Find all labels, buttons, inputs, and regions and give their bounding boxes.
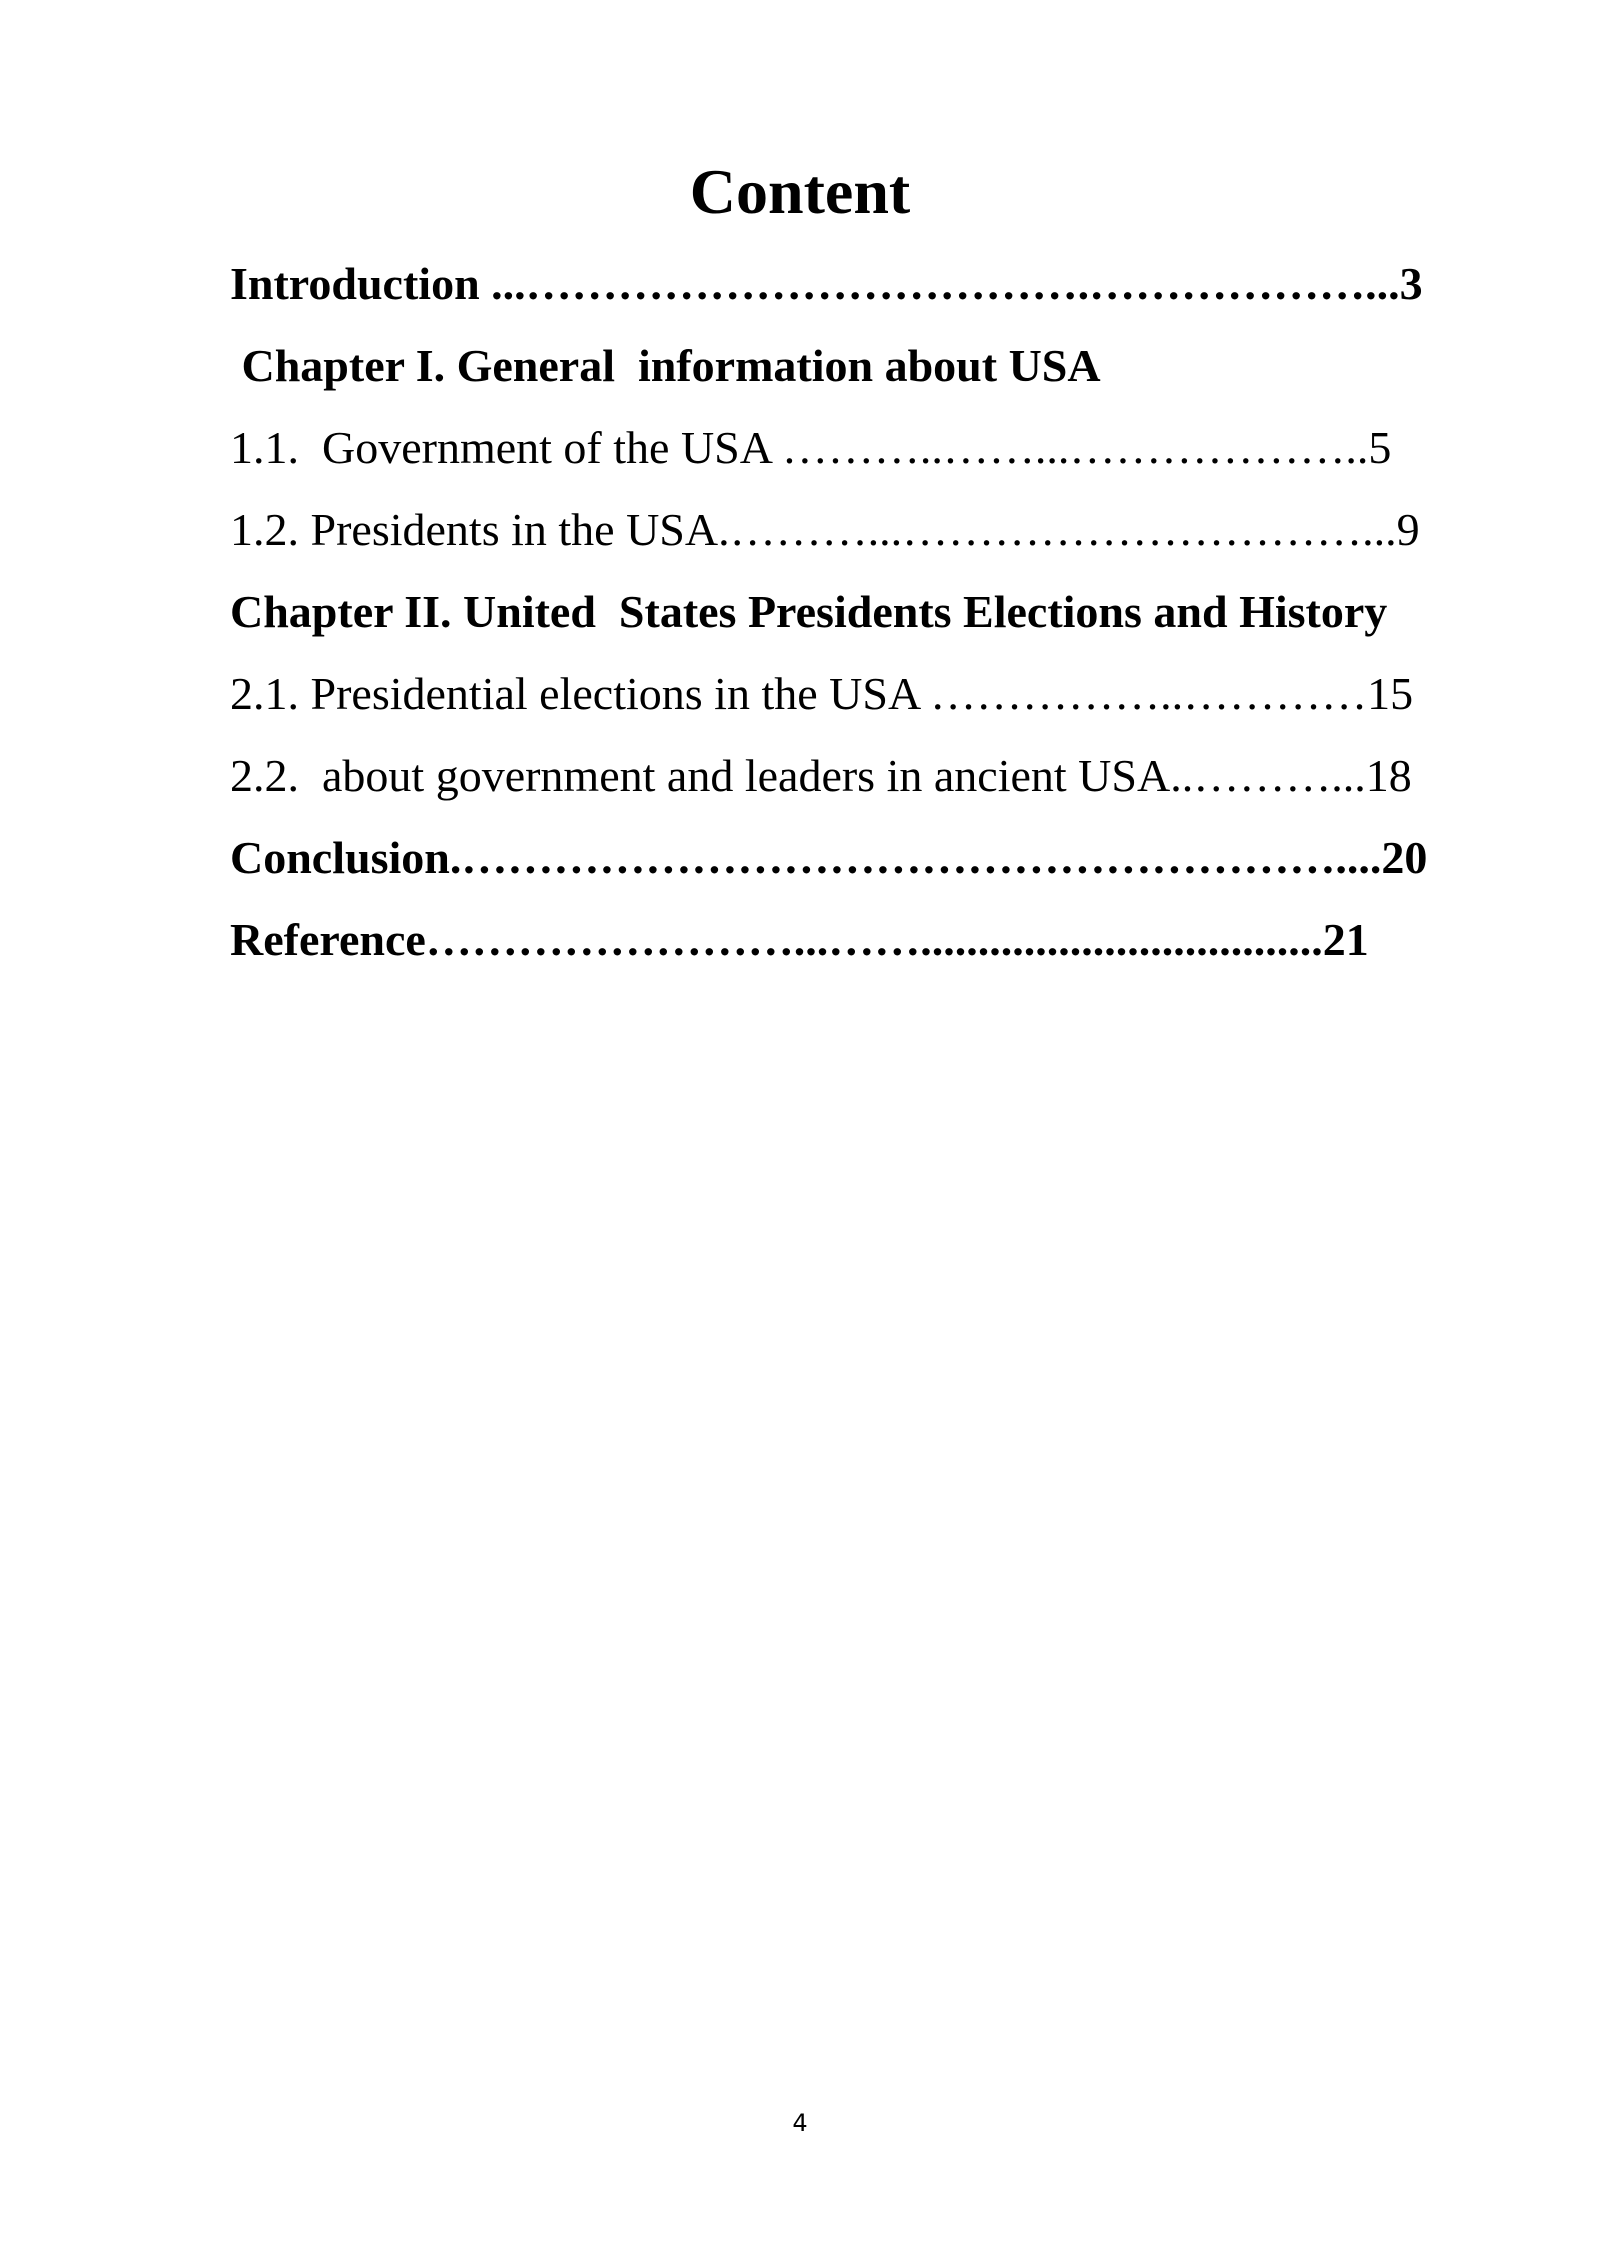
toc-entry-1-2: 1.2. Presidents in the USA.………...…………………………...9 — [230, 504, 1420, 555]
page-title: Content — [689, 156, 911, 227]
toc-entry-2-1: 2.1. Presidential elections in the USA ……………..…………15 — [230, 668, 1414, 719]
toc-entry-reference: Reference……………………...……...................................21 — [230, 914, 1369, 965]
toc-entry-chapter-2: Chapter II. United States Presidents Elections and History — [230, 586, 1388, 637]
toc-entry-2-2: 2.2. about government and leaders in ancient USA..………...18 — [230, 750, 1412, 801]
toc-entry-introduction: Introduction ...……………………………….………………...3 — [230, 258, 1423, 309]
toc-entry-conclusion: Conclusion.…………………………………………………....20 — [230, 832, 1428, 883]
toc-entry-chapter-1: Chapter I. General information about USA — [230, 340, 1101, 391]
page-number: 4 — [792, 2109, 808, 2137]
toc-entry-1-1: 1.1. Government of the USA ………..……...………………..5 — [230, 422, 1392, 473]
